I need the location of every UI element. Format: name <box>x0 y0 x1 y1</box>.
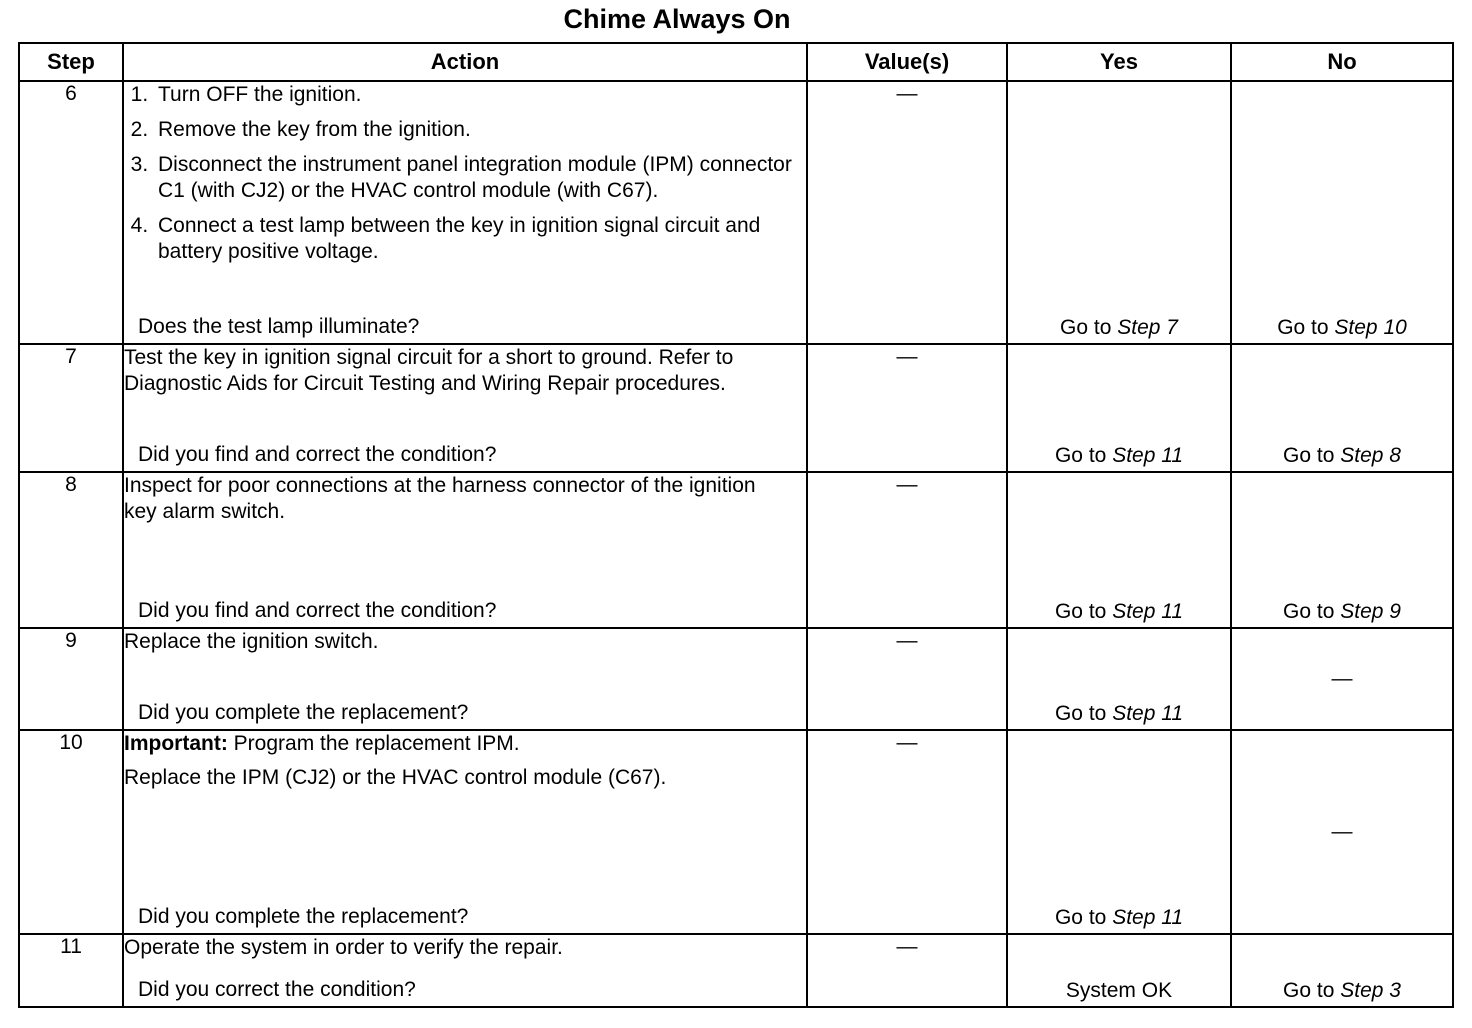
page-title: Chime Always On <box>563 4 791 34</box>
numbered-list <box>124 82 806 265</box>
action-cell <box>123 81 807 344</box>
no-value: — <box>1331 667 1353 690</box>
no-goto: Go to Step 10 <box>1277 316 1407 339</box>
action-text: Operate the system in order to verify the repair. <box>124 936 563 959</box>
action-cell <box>123 628 807 730</box>
no-goto: Go to Step 9 <box>1283 600 1401 623</box>
value-cell: — <box>807 81 1007 344</box>
no-cell <box>1231 934 1453 1007</box>
step-number: 9 <box>19 628 123 730</box>
table-row <box>19 934 1453 1007</box>
header-row <box>19 43 1453 81</box>
action-text: Test the key in ignition signal circuit for a short to ground. Refer to Diagnostic Aids for Circuit Testing and Wiring Repair procedures. <box>124 346 734 395</box>
no-cell <box>1231 81 1453 344</box>
yes-cell <box>1007 628 1231 730</box>
question-text: Did you find and correct the condition? <box>138 443 497 466</box>
value-cell: — <box>807 934 1007 1007</box>
table-row <box>19 730 1453 934</box>
action-cell <box>123 472 807 628</box>
table-row <box>19 344 1453 472</box>
table-row <box>19 472 1453 628</box>
header-step: Step <box>19 43 123 81</box>
table-row <box>19 81 1453 344</box>
header-no: No <box>1231 43 1453 81</box>
step-number: 6 <box>19 81 123 344</box>
action-cell <box>123 934 807 1007</box>
header-yes: Yes <box>1007 43 1231 81</box>
step-number: 11 <box>19 934 123 1007</box>
header-values: Value(s) <box>807 43 1007 81</box>
yes-goto: Go to Step 7 <box>1060 316 1178 339</box>
no-cell <box>1231 730 1453 934</box>
question-text: Did you find and correct the condition? <box>138 599 497 622</box>
yes-cell <box>1007 81 1231 344</box>
value-cell: — <box>807 730 1007 934</box>
yes-cell <box>1007 472 1231 628</box>
action-cell <box>123 344 807 472</box>
no-cell <box>1231 344 1453 472</box>
yes-result: System OK <box>1065 979 1173 1002</box>
step-number: 7 <box>19 344 123 472</box>
value-cell: — <box>807 628 1007 730</box>
value-cell: — <box>807 344 1007 472</box>
action-cell <box>123 730 807 934</box>
yes-goto: Go to Step 11 <box>1054 600 1184 623</box>
question-text: Did you complete the replacement? <box>138 905 469 928</box>
question-text: Does the test lamp illuminate? <box>138 315 420 338</box>
value-cell: — <box>807 472 1007 628</box>
yes-goto: Go to Step 11 <box>1054 444 1184 467</box>
yes-cell <box>1007 934 1231 1007</box>
question-text: Did you complete the replacement? <box>138 701 469 724</box>
important-note <box>124 731 806 757</box>
list-item: 4. Connect a test lamp between the key in ignition signal circuit and battery positive voltage. <box>154 213 806 265</box>
yes-cell <box>1007 344 1231 472</box>
step-number: 8 <box>19 472 123 628</box>
no-goto: Go to Step 3 <box>1283 979 1401 1002</box>
no-cell <box>1231 472 1453 628</box>
list-item: 2. Remove the key from the ignition. <box>154 117 806 143</box>
question-text: Did you correct the condition? <box>138 978 416 1001</box>
important-text: Program the replacement IPM. <box>227 732 520 755</box>
yes-goto: Go to Step 11 <box>1054 906 1184 929</box>
diagnostic-table <box>18 42 1454 1008</box>
no-goto: Go to Step 8 <box>1283 444 1401 467</box>
no-cell <box>1231 628 1453 730</box>
action-text: Inspect for poor connections at the harness connector of the ignition key alarm switch. <box>124 474 756 523</box>
action-text: Replace the ignition switch. <box>124 630 379 653</box>
no-value: — <box>1331 820 1353 843</box>
yes-goto: Go to Step 11 <box>1054 702 1184 725</box>
yes-cell <box>1007 730 1231 934</box>
action-text: Replace the IPM (CJ2) or the HVAC control module (C67). <box>124 766 667 789</box>
step-number: 10 <box>19 730 123 934</box>
header-action: Action <box>123 43 807 81</box>
list-item: 1. Turn OFF the ignition. <box>154 82 806 108</box>
important-label: Important: <box>124 732 228 755</box>
list-item: 3. Disconnect the instrument panel integration module (IPM) connector C1 (with CJ2) or the HVAC control module (with C67). <box>154 152 806 204</box>
table-row <box>19 628 1453 730</box>
